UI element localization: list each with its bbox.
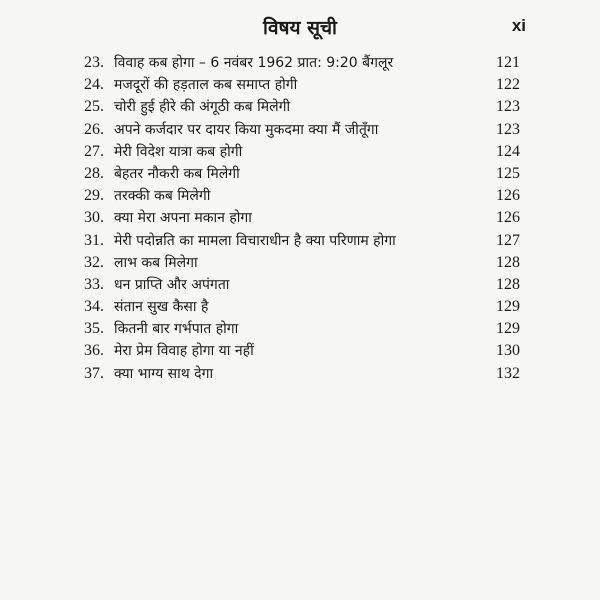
toc-entry — [84, 252, 520, 274]
toc-entry-number: 29. — [84, 187, 104, 205]
toc-entry-page: 126 — [496, 187, 520, 205]
toc-entry-title: क्या भाग्य साथ देगा — [114, 365, 214, 382]
toc-entry-title: मेरी विदेश यात्रा कब होगी — [114, 143, 243, 160]
toc-entry — [84, 318, 520, 340]
toc-entry-number: 23. — [84, 54, 104, 71]
toc-entry-page: 123 — [496, 120, 520, 138]
toc-entry — [84, 185, 520, 207]
toc-entry-page: 127 — [496, 231, 520, 249]
page-header — [0, 14, 600, 42]
toc-entry-page: 129 — [496, 298, 520, 316]
toc-entry-page: 130 — [496, 342, 520, 360]
page-title: विषय सूची — [263, 17, 337, 39]
toc-entry — [84, 141, 520, 163]
toc-entry-title: विवाह कब होगा – 6 नवंबर 1962 प्रात: 9:20 बैंगलूर — [114, 55, 394, 71]
toc-entry-title: मजदूरों की हड़ताल कब समाप्त होगी — [114, 77, 298, 94]
toc-entry — [84, 163, 520, 185]
toc-entry-number: 26. — [84, 120, 104, 138]
toc-entry-number: 24. — [84, 76, 104, 94]
toc-entry-page: 121 — [496, 54, 520, 71]
toc-entry-page: 124 — [496, 142, 520, 160]
toc-entry-page: 126 — [496, 209, 520, 227]
toc-entry-title: धन प्राप्ति और अपंगता — [114, 276, 230, 293]
toc-entry-number: 34. — [84, 298, 104, 316]
toc-entry-page: 125 — [496, 164, 520, 182]
toc-entry — [84, 363, 520, 385]
toc-entry-page: 129 — [496, 320, 520, 338]
toc-entry-number: 35. — [84, 320, 104, 338]
toc-entry — [84, 230, 520, 252]
toc-entry-title: क्या मेरा अपना मकान होगा — [114, 210, 252, 227]
toc-entry — [84, 207, 520, 229]
page-number: xi — [511, 16, 526, 35]
toc-entry — [84, 274, 520, 296]
toc-entry-number: 31. — [84, 231, 104, 249]
toc-entry-page: 128 — [496, 253, 520, 271]
toc-entry-number: 36. — [84, 342, 104, 360]
toc-entry-title: तरक्की कब मिलेगी — [114, 188, 211, 205]
toc-entry — [84, 119, 520, 141]
toc-entry-title: चोरी हुई हीरे की अंगूठी कब मिलेगी — [114, 99, 291, 116]
toc-entry-page: 128 — [496, 275, 520, 293]
toc-entry-page: 122 — [496, 76, 520, 94]
toc-entry-number: 27. — [84, 142, 104, 160]
toc-entry-title: कितनी बार गर्भपात होगा — [114, 321, 239, 338]
toc-entry-title: मेरी पदोन्नति का मामला विचाराधीन है क्या परिणाम होगा — [114, 232, 396, 249]
toc-entry-title: अपने कर्जदार पर दायर किया मुकदमा क्या मैं जीतूँगा — [114, 121, 379, 138]
toc-entry-number: 25. — [84, 98, 104, 116]
toc-entry-title: संतान सुख कैसा है — [114, 299, 209, 316]
toc-entry-title: बेहतर नौकरी कब मिलेगी — [114, 165, 240, 182]
toc-entry-page: 132 — [496, 364, 520, 382]
toc-entry-number: 32. — [84, 253, 104, 271]
toc-entry-number: 33. — [84, 275, 104, 293]
toc-entry — [84, 52, 520, 74]
toc-entry — [84, 296, 520, 318]
toc-entry — [84, 74, 520, 96]
toc-entry-title: मेरा प्रेम विवाह होगा या नहीं — [114, 343, 254, 360]
table-of-contents — [84, 52, 520, 385]
toc-entry — [84, 96, 520, 118]
toc-entry-number: 30. — [84, 209, 104, 227]
toc-entry-number: 28. — [84, 164, 104, 182]
toc-entry-page: 123 — [496, 98, 520, 116]
toc-entry-title: लाभ कब मिलेगा — [114, 254, 198, 271]
toc-entry — [84, 340, 520, 362]
toc-entry-number: 37. — [84, 364, 104, 382]
